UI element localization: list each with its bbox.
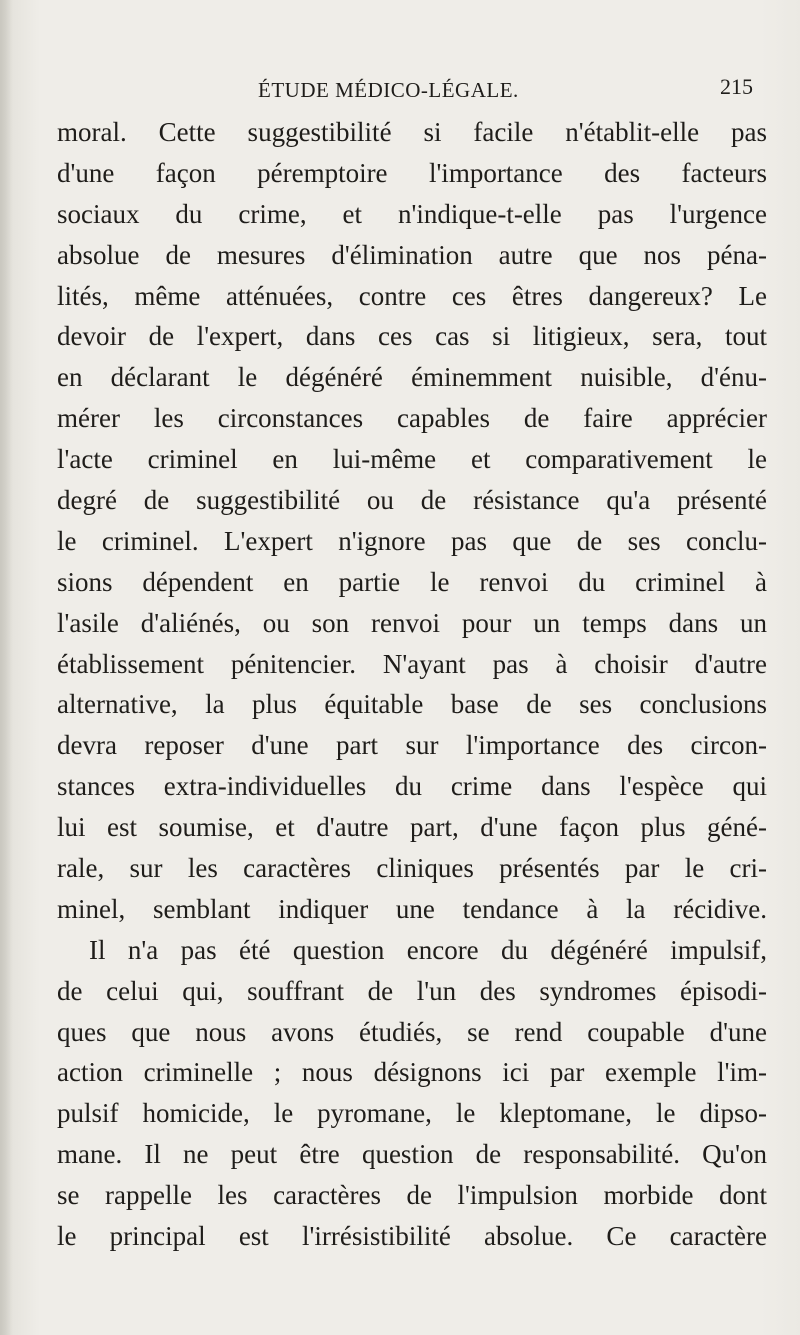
page-gutter-shadow: [0, 0, 12, 1335]
text-line: absolue de mesures d'élimination autre que nos péna-: [57, 239, 767, 270]
running-title: ÉTUDE MÉDICO-LÉGALE.: [258, 78, 519, 102]
body-text: [57, 112, 767, 1257]
text-line: action criminelle ; nous désignons ici par exemple l'im-: [57, 1057, 767, 1088]
text-line: lui est soumise, et d'autre part, d'une façon plus géné-: [57, 812, 767, 843]
text-line-paragraph-start: Il n'a pas été question encore du dégénéré impulsif,: [89, 934, 767, 965]
text-line: se rappelle les caractères de l'impulsion morbide dont: [57, 1180, 767, 1211]
text-line: le criminel. L'expert n'ignore pas que de ses conclu-: [57, 525, 767, 556]
text-line: ques que nous avons étudiés, se rend coupable d'une: [57, 1016, 767, 1047]
text-line: lités, même atténuées, contre ces êtres dangereux? Le: [57, 280, 767, 311]
text-line: de celui qui, souffrant de l'un des syndromes épisodi-: [57, 975, 767, 1006]
text-line: sions dépendent en partie le renvoi du criminel à: [57, 566, 767, 597]
text-line: l'acte criminel en lui-même et comparativement le: [57, 444, 767, 475]
text-line: le principal est l'irrésistibilité absolue. Ce caractère: [57, 1221, 767, 1252]
text-line: moral. Cette suggestibilité si facile n'établit-elle pas: [57, 117, 767, 147]
text-line: minel, semblant indiquer une tendance à la récidive.: [57, 893, 767, 924]
text-line: d'une façon péremptoire l'importance des facteurs: [57, 157, 767, 188]
text-line: pulsif homicide, le pyromane, le kleptomane, le dipso-: [57, 1098, 767, 1129]
text-line: sociaux du crime, et n'indique-t-elle pas l'urgence: [57, 198, 767, 229]
text-line: devoir de l'expert, dans ces cas si litigieux, sera, tout: [57, 321, 767, 352]
text-line: mérer les circonstances capables de faire apprécier: [57, 403, 767, 434]
page-number: 215: [720, 74, 753, 99]
text-line: en déclarant le dégénéré éminemment nuisible, d'énu-: [57, 362, 767, 393]
text-line: devra reposer d'une part sur l'importance des circon-: [57, 730, 767, 761]
text-line: alternative, la plus équitable base de ses conclusions: [57, 689, 767, 720]
text-line: stances extra-individuelles du crime dans l'espèce qui: [57, 771, 767, 802]
text-line: degré de suggestibilité ou de résistance qu'a présenté: [57, 485, 767, 516]
page-header: [0, 74, 800, 108]
text-line: l'asile d'aliénés, ou son renvoi pour un temps dans un: [57, 607, 767, 638]
text-line: rale, sur les caractères cliniques présentés par le cri-: [57, 853, 767, 884]
text-line: mane. Il ne peut être question de responsabilité. Qu'on: [57, 1139, 767, 1170]
text-line: établissement pénitencier. N'ayant pas à choisir d'autre: [57, 648, 767, 679]
